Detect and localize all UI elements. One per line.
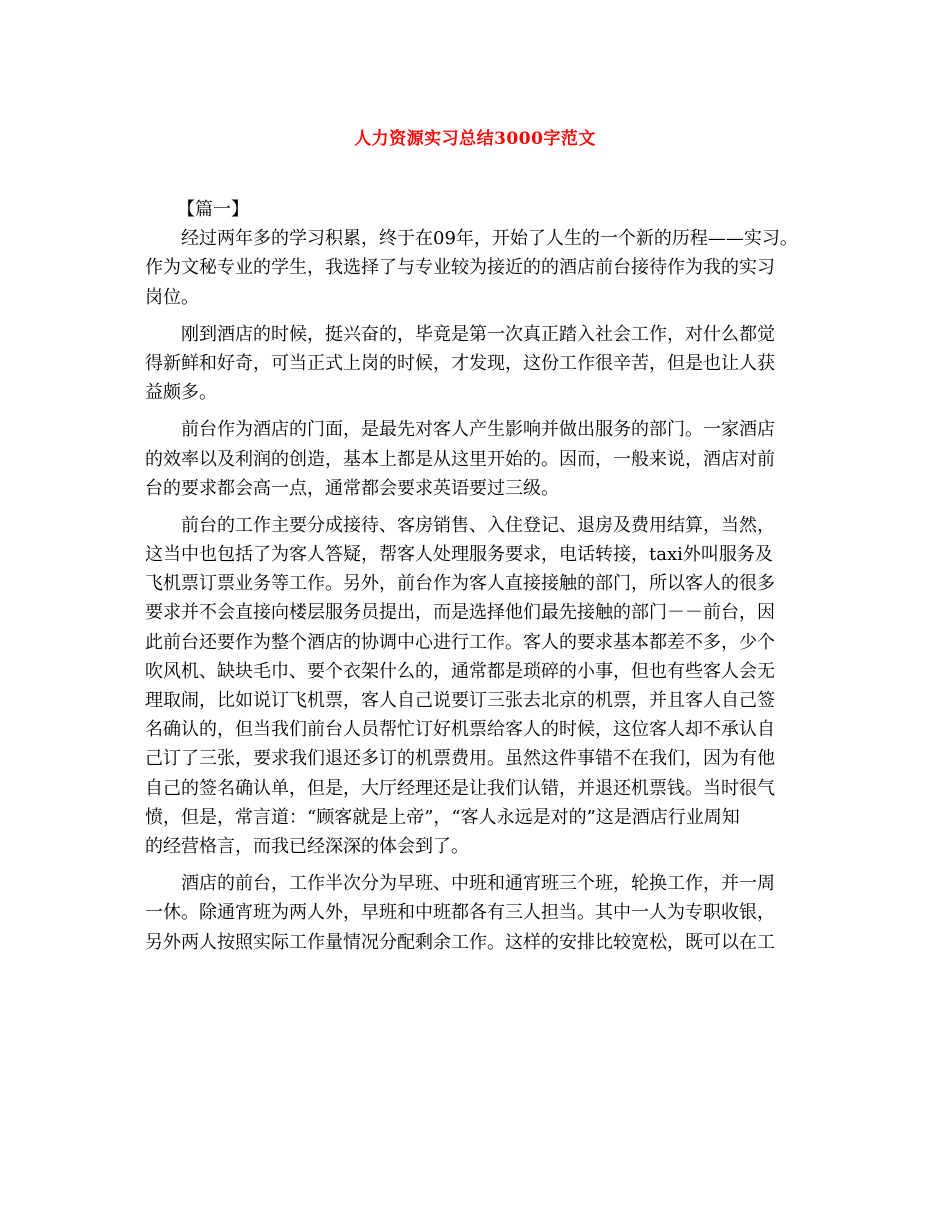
paragraph-line: 的经营格言，而我已经深深的体会到了。 xyxy=(145,835,469,857)
paragraph-line: 作为文秘专业的学生，我选择了与专业较为接近的的酒店前台接待作为我的实习 xyxy=(145,257,775,279)
paragraph-line: 得新鲜和好奇，可当正式上岗的时候，才发现，这份工作很辛苦，但是也让人获 xyxy=(145,352,775,374)
paragraph-line: 理取闹，比如说订飞机票，客人自己说要订三张去北京的机票，并且客人自己签 xyxy=(145,690,775,711)
paragraph-line: 名确认的，但当我们前台人员帮忙订好机票给客人的时候，这位客人却不承认自 xyxy=(145,719,775,741)
paragraph-line: 要求并不会直接向楼层服务员提出，而是选择他们最先接触的部门－－前台，因 xyxy=(145,602,775,624)
paragraph-line: 吹风机、缺块毛巾、要个衣架什么的，通常都是琐碎的小事，但也有些客人会无 xyxy=(145,660,775,682)
paragraph xyxy=(145,415,810,503)
document-body xyxy=(145,195,810,957)
paragraph-line: 刚到酒店的时候，挺兴奋的，毕竟是第一次真正踏入社会工作，对什么都觉 xyxy=(181,323,775,345)
paragraph xyxy=(145,511,810,861)
paragraph xyxy=(145,224,810,312)
paragraph-line: 前台的工作主要分成接待、客房销售、入住登记、退房及费用结算，当然， xyxy=(181,514,775,536)
paragraph-line: 的效率以及利润的创造，基本上都是从这里开始的。因而，一般来说，酒店对前 xyxy=(145,448,775,470)
paragraph-line: 另外两人按照实际工作量情况分配剩余工作。这样的安排比较宽松，既可以在工 xyxy=(145,931,775,953)
paragraph-line: 一休。除通宵班为两人外，早班和中班都各有三人担当。其中一人为专职收银， xyxy=(145,902,775,924)
section-heading: 【篇一】 xyxy=(177,199,249,220)
paragraph-line: 台的要求都会高一点，通常都会要求英语要过三级。 xyxy=(145,477,559,499)
paragraph-line: 自己的签名确认单，但是，大厅经理还是让我们认错，并退还机票钱。当时很气 xyxy=(145,777,775,799)
paragraph-line: 这当中也包括了为客人答疑，帮客人处理服务要求，电话转接，taxi外叫服务及 xyxy=(145,544,773,566)
paragraph xyxy=(145,869,810,957)
paragraph xyxy=(145,320,810,408)
paragraph-line: 愤，但是，常言道：“顾客就是上帝”，“客人永远是对的”这是酒店行业周知 xyxy=(145,806,740,828)
paragraph-line: 益颇多。 xyxy=(145,382,217,404)
paragraph-line: 此前台还要作为整个酒店的协调中心进行工作。客人的要求基本都差不多，少个 xyxy=(145,631,775,653)
paragraph-line: 飞机票订票业务等工作。另外，前台作为客人直接接触的部门，所以客人的很多 xyxy=(145,573,775,595)
paragraph-line: 己订了三张，要求我们退还多订的机票费用。虽然这件事错不在我们，因为有他 xyxy=(145,748,775,770)
paragraph-line: 岗位。 xyxy=(145,286,199,308)
paragraph-line: 前台作为酒店的门面，是最先对客人产生影响并做出服务的部门。一家酒店 xyxy=(181,419,775,441)
paragraph-line: 酒店的前台，工作半次分为早班、中班和通宵班三个班，轮换工作，并一周 xyxy=(181,873,775,895)
document-title: 人力资源实习总结3000字范文 xyxy=(354,129,596,149)
paragraph-line: 经过两年多的学习积累，终于在09年，开始了人生的一个新的历程——实习。 xyxy=(181,228,798,250)
